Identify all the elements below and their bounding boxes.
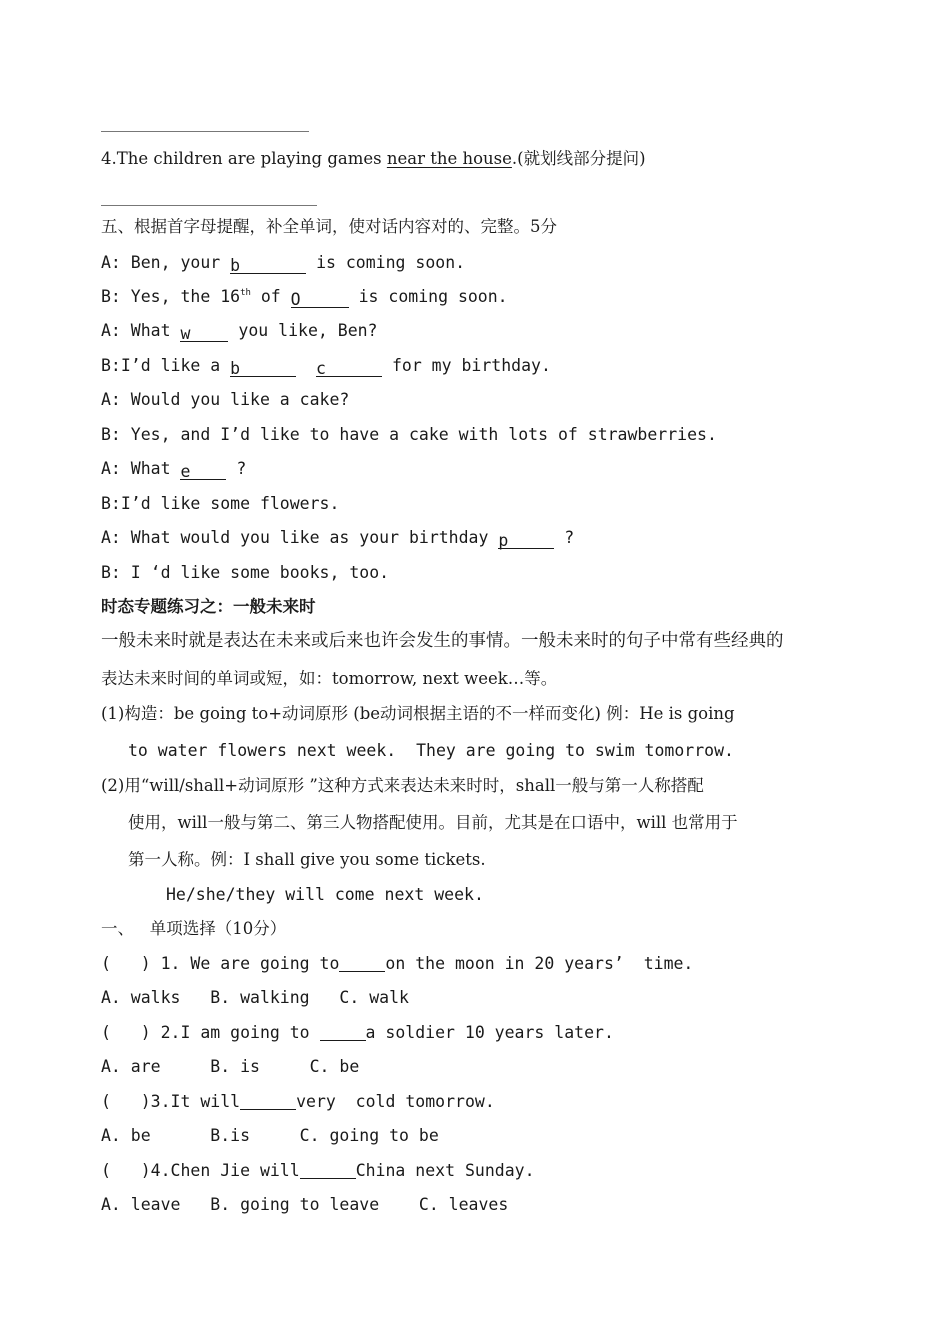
answer-line xyxy=(101,131,309,132)
dialogue-line: A: Would you like a cake? xyxy=(101,390,350,409)
fill-blank[interactable]: e xyxy=(180,461,226,480)
question-4: 4.The children are playing games near the house.(就划线部分提问) xyxy=(101,149,646,168)
fill-blank[interactable]: b xyxy=(230,358,296,377)
section-title: 一、 单项选择（10分） xyxy=(101,919,287,938)
dialogue-line: A: What would you like as your birthday p ? xyxy=(101,528,575,550)
section-title: 五、根据首字母提醒，补全单词，使对话内容对的、完整。5分 xyxy=(101,217,557,236)
answer-line xyxy=(101,205,317,206)
dialogue-line: B: Yes, and I’d like to have a cake with lots of strawberries. xyxy=(101,425,717,444)
question-item: ( ) 2.I am going to a soldier 10 years later. xyxy=(101,1023,614,1042)
paragraph-line: (1)构造：be going to+动词原形 (be动词根据主语的不一样而变化) 例：He is going xyxy=(101,704,735,723)
fill-blank[interactable]: O xyxy=(291,289,349,308)
fill-blank[interactable] xyxy=(240,1091,296,1110)
dialogue-line: B:I’d like a b c for my birthday. xyxy=(101,356,551,378)
paragraph-line: to water flowers next week. They are going to swim tomorrow. xyxy=(128,741,734,760)
question-item: ( )4.Chen Jie will China next Sunday. xyxy=(101,1161,535,1180)
question-item: ( ) 1. We are going to on the moon in 20 years’ time. xyxy=(101,954,694,973)
answer-options: A. are B. is C. be xyxy=(101,1057,360,1076)
tense-heading: 时态专题练习之：一般未来时 xyxy=(101,597,316,616)
fill-blank[interactable] xyxy=(300,1160,356,1179)
paragraph-line: 第一人称。例：I shall give you some tickets. xyxy=(128,850,486,869)
fill-blank[interactable]: w xyxy=(180,323,228,342)
paragraph-line: 一般未来时就是表达在未来或后来也许会发生的事情。一般未来时的句子中常有些经典的 xyxy=(101,631,784,651)
dialogue-line: B: I ‘d like some books, too. xyxy=(101,563,390,582)
question-item: ( )3.It will very cold tomorrow. xyxy=(101,1092,495,1111)
paragraph-line: 使用，will一般与第二、第三人物搭配使用。目前，尤其是在口语中，will 也常用于 xyxy=(128,813,738,832)
fill-blank[interactable]: b xyxy=(230,255,306,274)
answer-options: A. walks B. walking C. walk xyxy=(101,988,409,1007)
dialogue-line: A: What w you like, Ben? xyxy=(101,321,378,343)
underlined-phrase: near the house xyxy=(386,149,512,168)
dialogue-line: B: Yes, the 16th of O is coming soon. xyxy=(101,287,508,309)
fill-blank[interactable] xyxy=(320,1022,366,1041)
fill-blank[interactable]: p xyxy=(498,530,554,549)
dialogue-line: A: Ben, your b is coming soon. xyxy=(101,253,466,275)
paragraph-line: (2)用“will/shall+动词原形 ”这种方式来表达未来时时，shall一般与第一人称搭配 xyxy=(101,776,704,795)
dialogue-line: B:I’d like some flowers. xyxy=(101,494,340,513)
paragraph-line: He/she/they will come next week. xyxy=(166,885,484,904)
answer-options: A. leave B. going to leave C. leaves xyxy=(101,1195,509,1214)
fill-blank[interactable]: c xyxy=(316,358,382,377)
fill-blank[interactable] xyxy=(339,953,385,972)
paragraph-line: 表达未来时间的单词或短，如：tomorrow, next week…等。 xyxy=(101,669,558,688)
dialogue-line: A: What e ? xyxy=(101,459,247,481)
answer-options: A. be B.is C. going to be xyxy=(101,1126,439,1145)
